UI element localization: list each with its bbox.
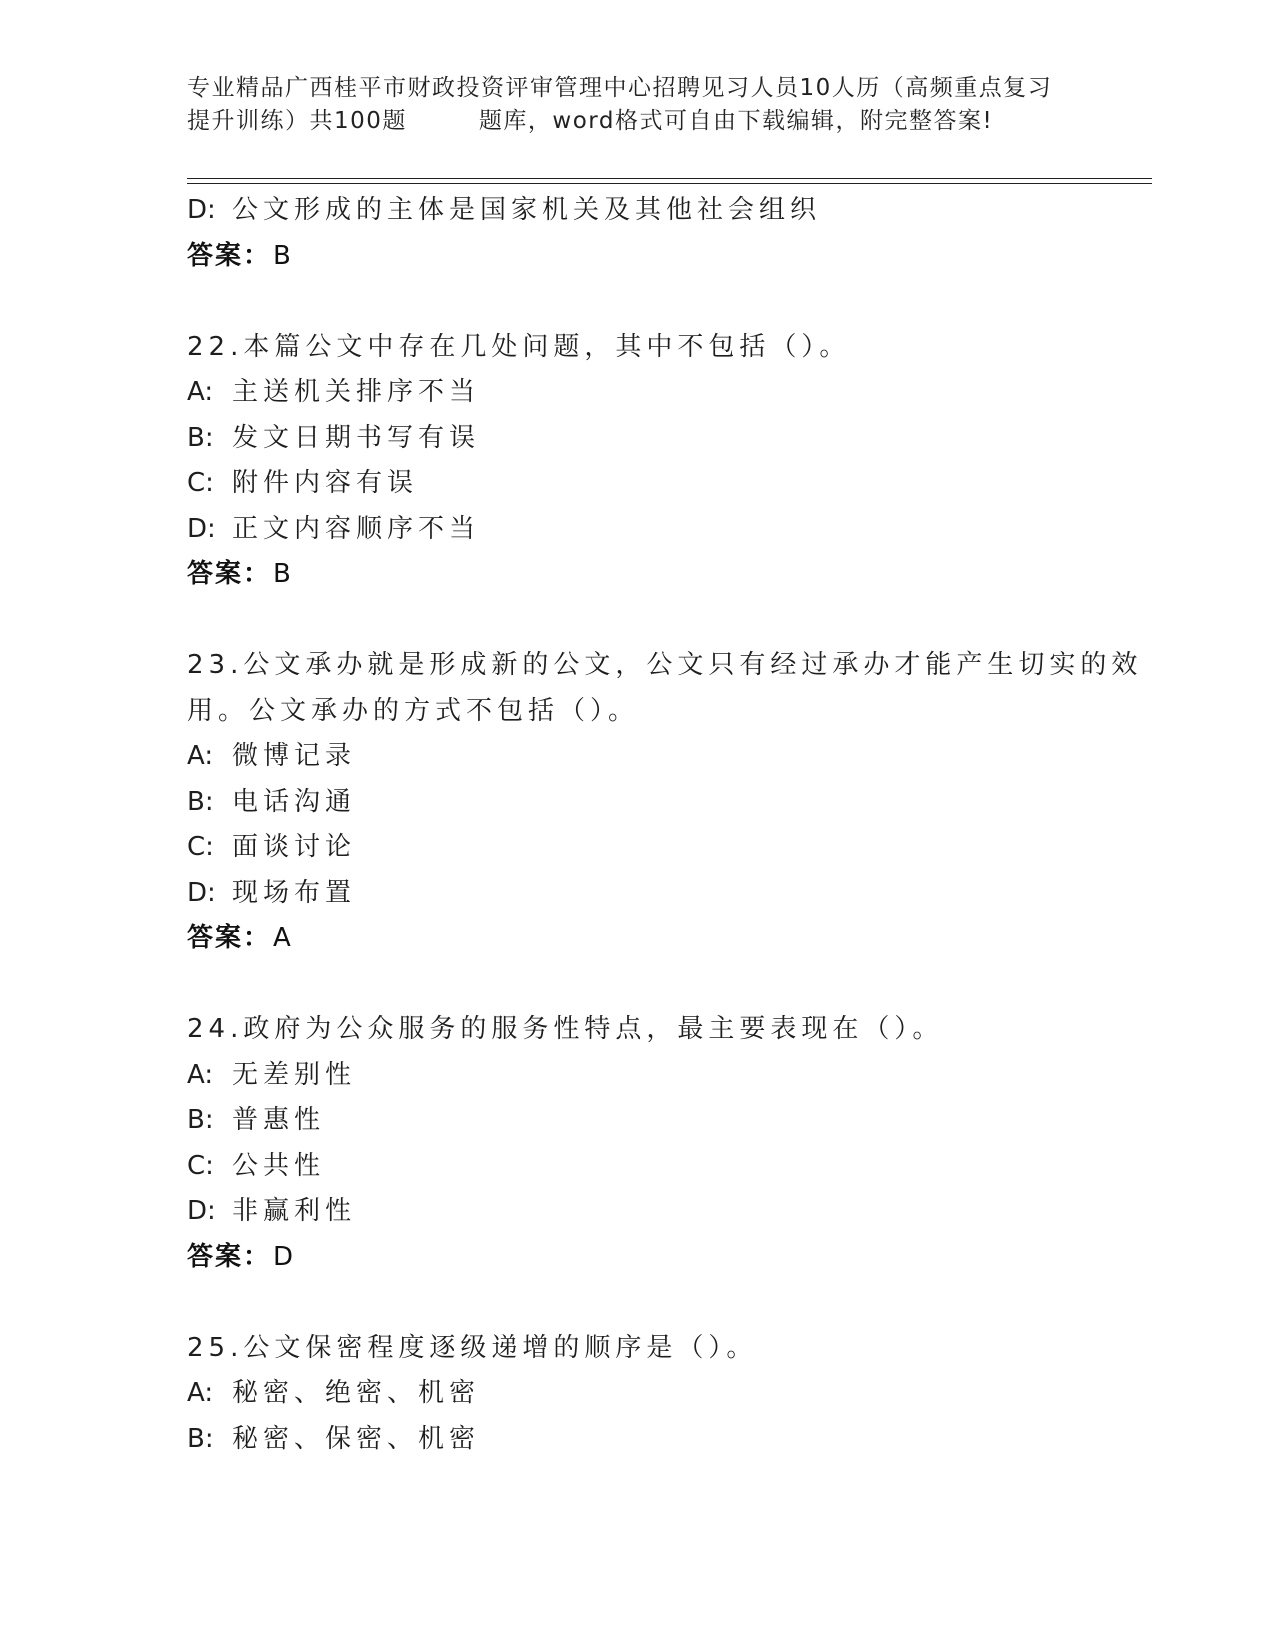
option-text: 面谈讨论 bbox=[232, 832, 357, 862]
option-key: A: bbox=[187, 1378, 214, 1408]
option-text: 无差别性 bbox=[232, 1059, 357, 1090]
question-stem: 25.公文保密程度逐级递增的顺序是（）。 bbox=[187, 1332, 758, 1363]
option-text: 现场布置 bbox=[232, 877, 357, 908]
option-d bbox=[187, 507, 1087, 553]
header-line-2 bbox=[187, 105, 1077, 138]
question-stem: 22.本篇公文中存在几处问题，其中不包括（）。 bbox=[187, 331, 851, 362]
answer-value: D bbox=[273, 1241, 296, 1272]
option-text: 附件内容有误 bbox=[232, 468, 419, 498]
answer-value: A bbox=[273, 923, 293, 953]
option-key: C: bbox=[187, 468, 214, 498]
header-line-2-right: 题库，word格式可自由下载编辑，附完整答案! bbox=[478, 108, 994, 134]
question-answer bbox=[187, 916, 1087, 962]
option-key: C: bbox=[187, 832, 214, 862]
option-key: D: bbox=[187, 1196, 216, 1226]
option-b bbox=[187, 1098, 1087, 1144]
option-key: A: bbox=[187, 1059, 214, 1090]
option-text: 非赢利性 bbox=[232, 1196, 357, 1226]
question-stem-line-2: 用。公文承办的方式不包括（）。 bbox=[187, 695, 640, 726]
option-key: D: bbox=[187, 195, 216, 225]
option-text: 公共性 bbox=[232, 1150, 326, 1181]
option-text: 正文内容顺序不当 bbox=[232, 513, 481, 544]
option-key: A: bbox=[187, 741, 214, 771]
option-a bbox=[187, 1371, 1087, 1417]
option-c bbox=[187, 825, 1087, 871]
option-key: B: bbox=[187, 422, 214, 453]
question-22 bbox=[187, 325, 1087, 598]
option-key: A: bbox=[187, 377, 214, 407]
answer-label: 答案： bbox=[187, 240, 272, 271]
header-line-2-left: 提升训练）共100题 bbox=[187, 108, 407, 134]
option-text: 主送机关排序不当 bbox=[232, 377, 481, 407]
question-24 bbox=[187, 1007, 1087, 1280]
answer-label: 答案： bbox=[187, 923, 272, 953]
option-c bbox=[187, 1144, 1087, 1190]
option-a bbox=[187, 1053, 1087, 1099]
option-b bbox=[187, 780, 1087, 826]
option-key: B: bbox=[187, 1423, 214, 1454]
question-answer bbox=[187, 552, 1087, 598]
option-text: 发文日期书写有误 bbox=[232, 422, 481, 453]
question-stem: 24.政府为公众服务的服务性特点，最主要表现在（）。 bbox=[187, 1014, 944, 1044]
option-key: D: bbox=[187, 513, 216, 544]
answer-label: 答案： bbox=[187, 1241, 272, 1272]
option-a bbox=[187, 734, 1087, 780]
option-d bbox=[187, 1189, 1087, 1235]
option-text: 秘密、保密、机密 bbox=[232, 1423, 481, 1454]
header-rule-bottom bbox=[187, 183, 1152, 184]
answer-value: B bbox=[273, 559, 293, 589]
option-b bbox=[187, 416, 1087, 462]
option-a bbox=[187, 370, 1087, 416]
option-text: 电话沟通 bbox=[232, 786, 357, 817]
header-rule-top bbox=[187, 178, 1152, 179]
option-b bbox=[187, 1417, 1087, 1463]
option-text: 公文形成的主体是国家机关及其他社会组织 bbox=[232, 195, 822, 225]
header-line-1: 专业精品广西桂平市财政投资评审管理中心招聘见习人员10人历（高频重点复习 bbox=[187, 75, 1053, 101]
option-c bbox=[187, 461, 1087, 507]
prev-question-answer bbox=[187, 234, 1087, 280]
question-stem-line-1: 23.公文承办就是形成新的公文，公文只有经过承办才能产生切实的效 bbox=[187, 650, 1143, 680]
option-text: 普惠性 bbox=[232, 1105, 326, 1135]
answer-value: B bbox=[273, 240, 293, 271]
document-header bbox=[187, 72, 1077, 138]
option-d bbox=[187, 871, 1087, 917]
option-key: C: bbox=[187, 1150, 214, 1181]
question-25 bbox=[187, 1326, 1087, 1463]
option-key: D: bbox=[187, 877, 216, 908]
prev-question-option-d bbox=[187, 188, 1087, 234]
answer-label: 答案： bbox=[187, 559, 272, 589]
option-text: 秘密、绝密、机密 bbox=[232, 1378, 481, 1408]
option-key: B: bbox=[187, 786, 214, 817]
option-text: 微博记录 bbox=[232, 741, 357, 771]
question-answer bbox=[187, 1235, 1087, 1281]
question-23 bbox=[187, 643, 1143, 962]
document-body bbox=[187, 188, 1143, 1462]
option-key: B: bbox=[187, 1105, 214, 1135]
